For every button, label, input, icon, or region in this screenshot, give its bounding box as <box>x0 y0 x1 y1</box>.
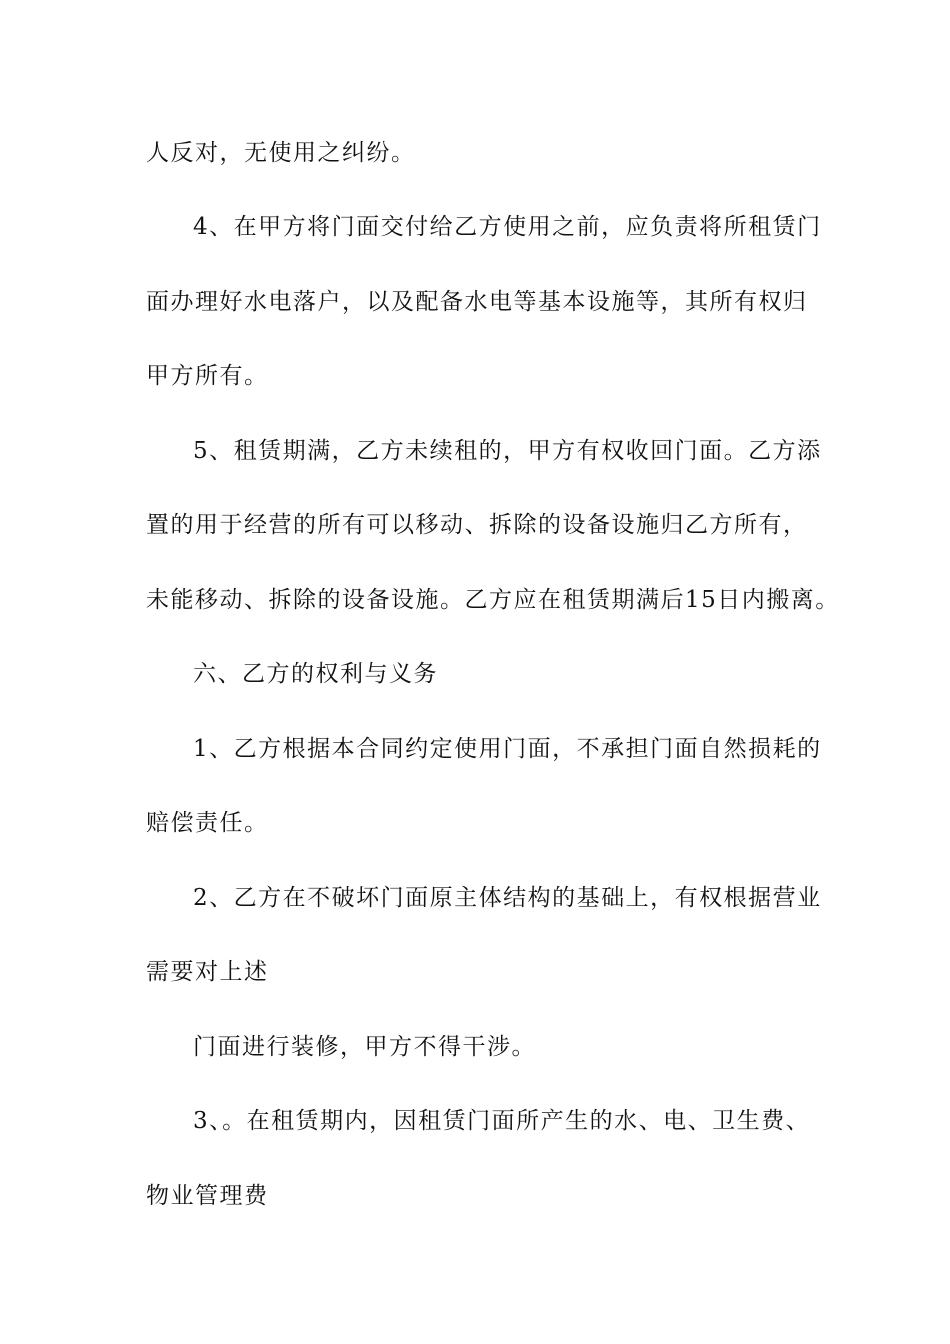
paragraph-line: 人反对，无使用之纠纷。 <box>146 140 416 166</box>
paragraph-line: 未能移动、拆除的设备设施。乙方应在租赁期满后15日内搬离。 <box>146 587 840 613</box>
paragraph-line: 物业管理费 <box>146 1183 269 1209</box>
paragraph-line: 置的用于经营的所有可以移动、拆除的设备设施归乙方所有， <box>146 512 808 538</box>
clause-1-line: 1、乙方根据本合同约定使用门面，不承担门面自然损耗的 <box>193 736 822 762</box>
clause-4-line: 4、在甲方将门面交付给乙方使用之前，应负责将所租赁门 <box>193 214 822 240</box>
clause-3-line: 3、。在租赁期内，因租赁门面所产生的水、电、卫生费、 <box>193 1108 811 1134</box>
paragraph-line: 赔偿责任。 <box>146 810 269 836</box>
clause-2-line: 2、乙方在不破坏门面原主体结构的基础上，有权根据营业 <box>193 885 822 911</box>
paragraph-line: 甲方所有。 <box>146 363 269 389</box>
paragraph-line: 面办理好水电落户，以及配备水电等基本设施等，其所有权归 <box>146 289 808 315</box>
paragraph-line: 门面进行装修，甲方不得干涉。 <box>193 1034 536 1060</box>
section-heading: 六、乙方的权利与义务 <box>193 661 438 687</box>
clause-5-line: 5、租赁期满，乙方未续租的，甲方有权收回门面。乙方添 <box>193 438 822 464</box>
paragraph-line: 需要对上述 <box>146 959 269 985</box>
